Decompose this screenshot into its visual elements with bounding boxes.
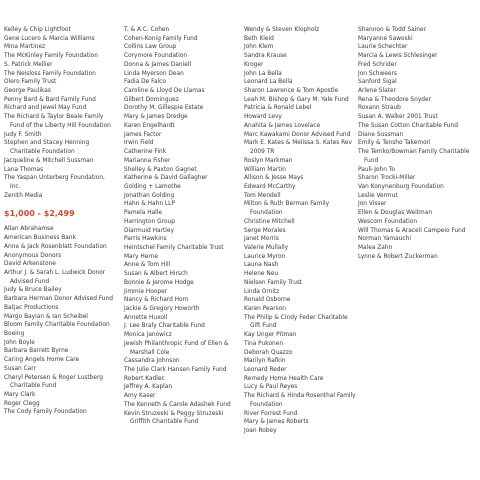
donor-name: Kevin Struzeski & Peggy Struzeski Griffith Charitable Fund xyxy=(124,410,224,426)
donor-name: Batjac Productions xyxy=(4,304,59,311)
donor-name: Cassandra Johnson xyxy=(124,358,180,365)
donor-name: Harrington Group xyxy=(124,218,175,225)
donor-name: Marianna Fisher xyxy=(124,157,171,164)
donor-name: Nancy & Richard Horn xyxy=(124,297,189,304)
donor-name: Lynne & Robert Zuckerman xyxy=(358,253,438,260)
donor-name: Barbara Herman Donor Advised Fund xyxy=(4,296,113,303)
donor-name: Karen Pearson xyxy=(244,306,286,312)
donor-name: Amy Kaser xyxy=(124,393,156,400)
donor-name: Robert Kadlec xyxy=(124,375,165,382)
donor-name: Anne & Tom Hill xyxy=(124,262,171,269)
donor-name: Judy F. Smith xyxy=(4,131,42,138)
donor-name: Monica Janowicz xyxy=(124,332,172,339)
donor-name: Barbara Barrett Byrne xyxy=(4,348,69,355)
donor-name: William Martin xyxy=(244,166,286,173)
donor-name: Anahita & James Lovelace xyxy=(244,122,321,129)
donor-name: Mary & James Roberts xyxy=(244,419,309,426)
donor-column-2 xyxy=(124,26,236,427)
donor-name: Fadia De Falco xyxy=(124,79,166,86)
donor-name: American Business Bank xyxy=(4,235,76,242)
donor-name: Joan Robey xyxy=(244,428,277,435)
donor-name: Kroger xyxy=(244,61,264,68)
donor-name: Sharon Lawrence & Tom Apostle xyxy=(244,88,339,95)
donor-name: Collins Law Group xyxy=(124,44,177,51)
donor-name: Anne & Jack Rosenblatt Foundation xyxy=(4,243,107,250)
donor-name: S. Patrick Mellier xyxy=(4,61,53,68)
donor-name: T. & A.C. Cohen xyxy=(124,27,170,33)
donor-name: Caring Angels Home Care xyxy=(4,357,80,364)
donor-name: Bonnie & Jerome Hodge xyxy=(124,279,194,286)
donor-name: Kelley & Chip Lightfoot xyxy=(4,27,71,33)
donor-name: Lucy & Paul Reyes xyxy=(244,384,298,391)
donor-name: Tom Mendell xyxy=(244,192,281,199)
donor-name: George Paulikas xyxy=(4,88,51,95)
donor-name: Tina Pukonen xyxy=(244,340,284,347)
donor-name: J. Lee Braly Charitable Fund xyxy=(124,323,205,330)
donor-name: Sandra Krause xyxy=(244,53,287,60)
donor-name: Pamela Halle xyxy=(124,210,163,217)
donor-name: Will Thomas & Araceli Campeio Fund xyxy=(358,227,466,234)
donor-name: Richard and Jewel May Fund xyxy=(4,105,87,112)
donor-name: Cohen-Konig Family Fund xyxy=(124,35,198,42)
donor-name: The Julie Clark Hansen Family Fund xyxy=(124,367,227,374)
donor-name: John Boyle xyxy=(4,339,35,346)
donor-name: Corymore Foundation xyxy=(124,53,188,60)
donor-name: Shannon & Todd Sainer xyxy=(358,27,426,33)
donor-name: Pauli-John To xyxy=(358,166,395,173)
donor-name: The Susan Cotton Charitable Fund xyxy=(358,122,458,129)
donor-name: Norman Yamauchi xyxy=(358,236,411,243)
donor-name: Olero Family Trust xyxy=(4,79,57,86)
donor-name: Milton & Ruth Berman Family Foundation xyxy=(244,201,330,217)
donor-name: The Yaspan Unterberg Foundation, Inc. xyxy=(4,175,105,190)
donor-name: Marc Kawakami Donor Advised Fund xyxy=(244,131,351,138)
donor-name: Diarmuid Hartley xyxy=(124,227,174,234)
donor-name: Jacqueline & Mitchell Sussman xyxy=(4,157,94,164)
donor-name: The Temko/Bowman Family Charitable Fund xyxy=(358,149,470,164)
donor-name: Irwin Field xyxy=(124,140,154,147)
donor-name: Beth Kleid xyxy=(244,35,274,42)
donor-name: The Richard & Hinda Rosenthal Family Foundation xyxy=(244,393,356,408)
donor-name: Sharon Trocki-Miller xyxy=(358,175,416,182)
donor-name: Shelley & Paxton Gagnet xyxy=(124,166,197,173)
donor-name: Karen Engelhardt xyxy=(124,122,175,129)
donor-name: Ronald Osborne xyxy=(244,297,291,304)
donor-name: Allan Abrahamse xyxy=(4,226,54,233)
donor-name: James Factor xyxy=(124,131,162,138)
donor-name: Leonard Reder xyxy=(244,367,287,374)
donor-name: Helene Neu xyxy=(244,271,279,278)
donor-name: Susan & Albert Hirsch xyxy=(124,271,188,278)
donor-name: Dorothy M. Gillespie Estate xyxy=(124,105,204,112)
donor-name: Mary & James Dredge xyxy=(124,114,188,121)
donor-list xyxy=(4,26,114,200)
donor-name: Arthur J. & Sarah L. Ludwick Donor Advised Fund xyxy=(4,269,106,285)
donor-name: Jon Schweers xyxy=(358,70,397,77)
donor-name: Anonymous Donors xyxy=(4,252,62,259)
donor-name: Margo Bayian & Ian Scheibel xyxy=(4,313,88,320)
donor-name: Katherine & David Gallagher xyxy=(124,175,208,182)
donor-name: Patricia & Ronald Lebel xyxy=(244,105,312,112)
donor-name: Rena & Theodore Snyder xyxy=(358,96,431,103)
donor-name: Judy & Bruce Bailey xyxy=(4,287,62,294)
donor-name: Van Konynenburg Foundation xyxy=(358,183,444,190)
donor-name: Wendy & Steven Klopholz xyxy=(244,27,320,33)
donor-name: Boeing xyxy=(4,331,25,337)
donor-name: Linda Myerson Dean xyxy=(124,70,184,77)
donor-list xyxy=(124,26,236,427)
donor-name: Janet Morris xyxy=(244,236,279,243)
donor-name: Cheryl Petersen & Roger Lustberg Charitable Fund xyxy=(4,374,103,390)
donor-name: Donna & James Daniell xyxy=(124,61,192,68)
donor-name: Christine Mitchell xyxy=(244,218,295,225)
donor-name: Deborah Quazzo xyxy=(244,349,293,356)
donor-name: Mark E. Kates & Melissa S. Kates Rev 2009 TR xyxy=(244,140,352,156)
donor-name: River Forrest Fund xyxy=(244,410,298,417)
donor-name: Maryanne Sawoski xyxy=(358,35,413,42)
donor-name: Leslie Vermut xyxy=(358,192,398,199)
donor-list xyxy=(4,225,114,417)
donor-name: Gene Lucero & Marcia Williams xyxy=(4,35,95,42)
donor-name: Laurie Schechter xyxy=(358,44,408,51)
donor-name: Susan Carr xyxy=(4,365,36,372)
donor-name: Jimmie Hooper xyxy=(124,288,168,295)
donor-name: Malea Zahn xyxy=(358,244,393,251)
donor-name: Jeffrey A. Kaplan xyxy=(124,384,173,391)
donor-name: Lana Thomas xyxy=(4,166,44,173)
donor-column-1 xyxy=(4,26,114,417)
donor-name: Diane Sussman xyxy=(358,131,404,138)
donor-name: Howard Levy xyxy=(244,114,282,121)
donor-name: Jon Visser xyxy=(358,201,387,208)
donor-name: Kay Unger Pitman xyxy=(244,332,297,339)
donor-column-4 xyxy=(358,26,476,261)
donor-name: Roger Clegg xyxy=(4,400,40,407)
donor-column-3 xyxy=(244,26,356,436)
donor-name: Ellen & Douglas Weitman xyxy=(358,210,433,217)
donor-name: Mary Herne xyxy=(124,253,158,260)
donor-name: Roxann Straub xyxy=(358,105,401,112)
donor-name: Jonathan Golding xyxy=(124,192,175,199)
donor-name: Bloom Family Charitable Foundation xyxy=(4,322,110,329)
donor-name: Linda Ornitz xyxy=(244,288,280,295)
donor-name: Heintschel Family Charitable Trust xyxy=(124,244,224,251)
donor-name: Roslyn Markman xyxy=(244,157,293,164)
giving-level-heading: $1,000 - $2,499 xyxy=(4,209,75,219)
donor-name: The Neisloss Family Foundation xyxy=(4,70,96,77)
donor-name: Allison & Jesse Mays xyxy=(244,175,304,182)
donor-name: Valerie Mullally xyxy=(244,244,289,251)
donor-name: Caroline & Lloyd De Llamas xyxy=(124,88,205,95)
donor-name: Mary Clark xyxy=(4,392,36,399)
donor-name: Mina Martinez xyxy=(4,44,46,51)
donor-name: Zenith Media xyxy=(4,192,43,199)
donor-name: Emily & Tensho Takemori xyxy=(358,140,431,147)
donor-name: Sanford Sigal xyxy=(358,79,397,86)
donor-name: The McKinley Family Foundation xyxy=(4,53,98,60)
donor-name: Stephen and Stacey Henning Charitable Foundation xyxy=(4,140,90,156)
donor-name: Golding + Lamothe xyxy=(124,183,181,190)
donor-name: Arlene Slater xyxy=(358,88,396,95)
donor-name: John Klem xyxy=(244,44,274,51)
donor-name: Edward McCarthy xyxy=(244,183,296,190)
donor-name: Wescom Foundation xyxy=(358,218,418,225)
donor-name: Jewish Philanthropic Fund of Ellen & Marshall Cole xyxy=(124,340,229,356)
donor-name: Fred Schrider xyxy=(358,61,397,68)
donor-name: Marcia & Lewis Schlesinger xyxy=(358,53,438,60)
donor-name: Penny Bard & Bard Family Fund xyxy=(4,96,96,103)
donor-name: David Arkenstone xyxy=(4,261,56,268)
donor-name: Gilbert Dominguez xyxy=(124,96,179,103)
donor-name: Serge Morales xyxy=(244,227,286,234)
donor-name: Launa Nash xyxy=(244,262,279,269)
donor-name: Parris Hawkins xyxy=(124,236,167,243)
donor-name: Nielsen Family Trust xyxy=(244,279,303,286)
donor-name: The Kenneth & Carole Adashek Fund xyxy=(124,401,231,408)
donor-name: John La Bella xyxy=(244,70,282,77)
donor-name: The Philip & Cindy Feder Charitable Gift Fund xyxy=(244,314,348,330)
donor-name: Catherine Fink xyxy=(124,149,167,156)
donor-name: Remedy Home Health Care xyxy=(244,375,324,382)
donor-name: Laurice Myron xyxy=(244,253,286,260)
donor-name: Annette Huxoll xyxy=(124,314,168,321)
donor-name: The Cody Family Foundation xyxy=(4,409,87,416)
donor-name: Leonard La Bella xyxy=(244,79,293,86)
donor-list xyxy=(244,26,356,436)
donor-name: Hahn & Hahn LLP xyxy=(124,201,175,208)
donor-name: Marilyn Rafkin xyxy=(244,358,286,365)
donor-name: Jackie & Gregory Howorth xyxy=(124,306,200,312)
donor-list xyxy=(358,26,476,261)
donor-name: Leah M. Bishop & Gary M. Yale Fund xyxy=(244,96,349,103)
donor-name: Susan A. Walker 2001 Trust xyxy=(358,114,438,121)
donor-name: The Richard & Taylor Beale Family Fund of the Liberty Hill Foundation xyxy=(4,114,111,129)
